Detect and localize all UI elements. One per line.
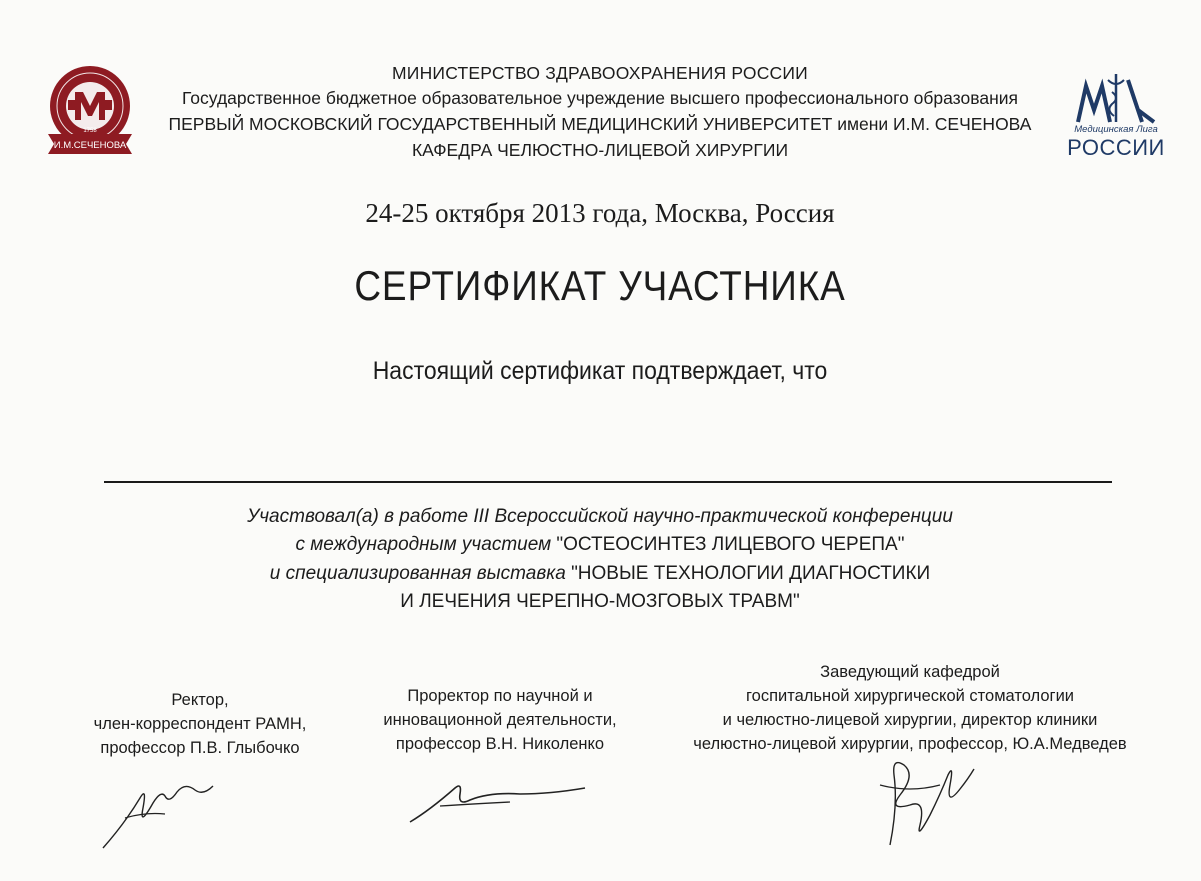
university-heading: ПЕРВЫЙ МОСКОВСКИЙ ГОСУДАРСТВЕННЫЙ МЕДИЦИНСКИЙ УНИВЕРСИТЕТ имени И.М. СЕЧЕНОВА [168,114,1032,134]
department-heading: КАФЕДРА ЧЕЛЮСТНО-ЛИЦЕВОЙ ХИРУРГИИ [411,140,789,160]
signatory-line: Заведующий кафедрой [820,663,1000,681]
signatory-line: и челюстно-лицевой хирургии, директор клиники [722,711,1098,729]
description-line-3-prefix: и специализированная выставка [269,563,572,584]
exhibition-title: "НОВЫЕ ТЕХНОЛОГИИ ДИАГНОСТИКИ [571,563,931,584]
signatory-line: Проректор по научной и [407,687,593,705]
signatory-line: госпитальной хирургической стоматологии [745,687,1075,705]
vice-rector-signature [400,770,600,830]
signatory-line: профессор П.В. Глыбочко [100,739,300,757]
signatory-line: Ректор, [171,691,229,709]
league-logo-big-text: РОССИИ [1067,135,1165,160]
event-date-place: 24-25 октября 2013 года, Москва, Россия [365,198,835,228]
medical-league-logo [1056,66,1176,166]
description-line-2-prefix: с международным участием [295,534,557,555]
department-head-signature [870,745,990,855]
description-line-3 [150,563,1050,585]
league-logo-small-text: Медицинская Лига [1074,124,1158,135]
description-line-4: И ЛЕЧЕНИЯ ЧЕРЕПНО-МОЗГОВЫХ ТРАВМ" [400,591,800,612]
certificate-confirm-text: Настоящий сертификат подтверждает, что [372,357,828,385]
certificate-title: СЕРТИФИКАТ УЧАСТНИКА [354,262,846,309]
participant-name-line [104,481,1112,483]
institution-heading: Государственное бюджетное образовательное учреждение высшего профессионального образования [182,88,1018,108]
conference-title: "ОСТЕОСИНТЕЗ ЛИЦЕВОГО ЧЕРЕПА" [556,534,905,555]
signatory-line: инновационной деятельности, [383,711,617,729]
seal-name: И.М.СЕЧЕНОВА [53,140,127,151]
description-line-1: Участвовал(а) в работе III Всероссийской научно-практической конференции [247,506,953,527]
signatory-line: член-корреспондент РАМН, [93,715,307,733]
signatory-line: челюстно-лицевой хирургии, профессор, Ю.А.Медведев [693,735,1127,753]
signatory-vice-rector [330,684,670,756]
signatory-department-head [650,660,1170,756]
description-line-2 [150,534,1050,556]
signatory-line: профессор В.Н. Николенко [395,735,605,753]
university-seal-logo [34,62,146,162]
seal-year: 1758 [83,128,97,134]
caduceus-icon [1056,66,1176,126]
ministry-heading: МИНИСТЕРСТВО ЗДРАВООХРАНЕНИЯ РОССИИ [392,63,808,83]
signatory-rector [40,688,360,760]
rector-signature [95,768,235,858]
